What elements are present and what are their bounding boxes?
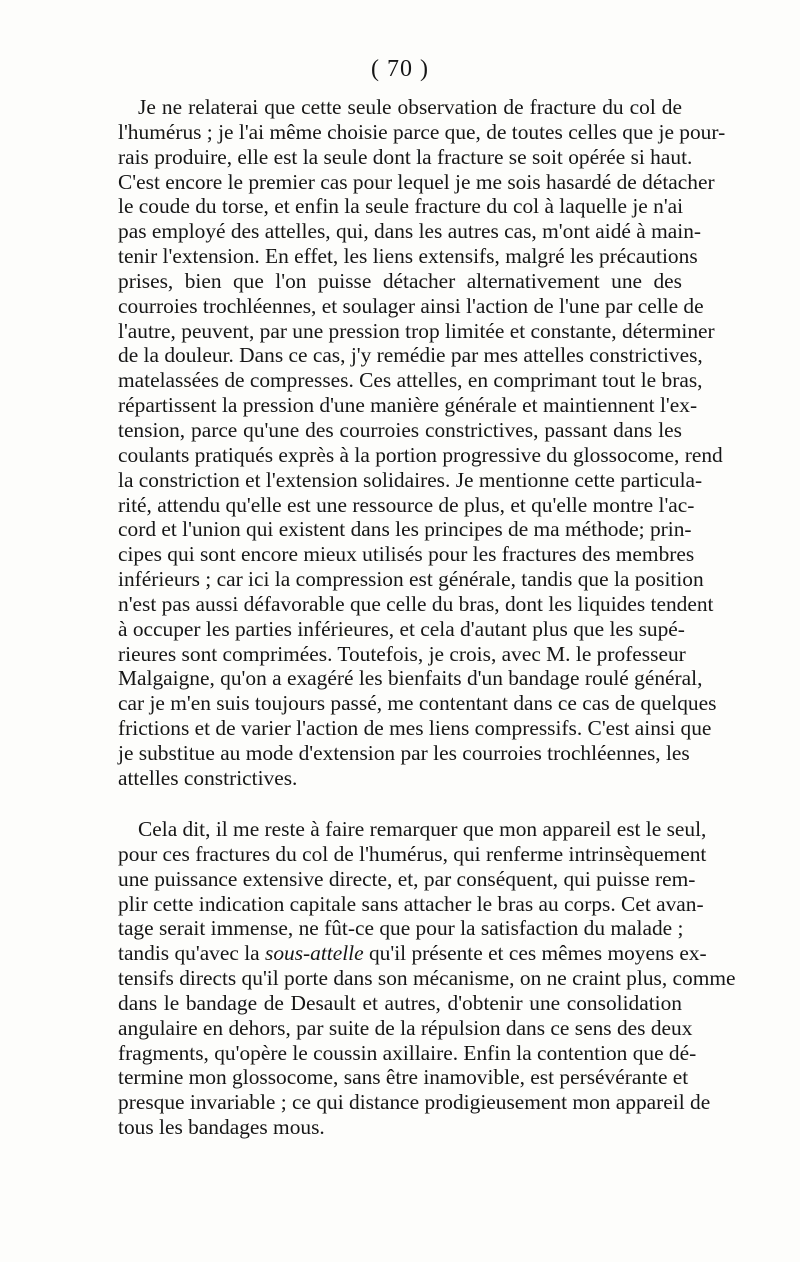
text-line: n'est pas aussi défavorable que celle du bras, dont les liquides tendent: [118, 591, 714, 616]
text-line: à occuper les parties inférieures, et cela d'autant plus que les supé-: [118, 616, 685, 641]
text-line: fragments, qu'opère le coussin axillaire. Enfin la contention que dé-: [118, 1040, 697, 1065]
text-line: pour ces fractures du col de l'humérus, qui renferme intrinsèquement: [118, 841, 707, 866]
text-line: je substitue au mode d'extension par les courroies trochléennes, les: [118, 740, 690, 765]
text-line: Cela dit, il me reste à faire remarquer que mon appareil est le seul,: [138, 817, 707, 841]
text-line: car je m'en suis toujours passé, me contentant dans ce cas de quelques: [118, 691, 717, 716]
text-line: de la douleur. Dans ce cas, j'y remédie par mes attelles constrictives,: [118, 343, 703, 368]
text-line: coulants pratiqués exprès à la portion progressive du glossocome, rend: [118, 442, 723, 467]
text-line: C'est encore le premier cas pour lequel je me sois hasardé de détacher: [118, 169, 715, 194]
paragraph-2: [118, 817, 736, 1140]
text-line: frictions et de varier l'action de mes liens compressifs. C'est ainsi que: [118, 716, 712, 741]
text-line: Malgaigne, qu'on a exagéré les bienfaits d'un bandage roulé général,: [118, 666, 703, 691]
text-line: tous les bandages mous.: [118, 1115, 325, 1140]
text-line: une puissance extensive directe, et, par conséquent, qui puisse rem-: [118, 866, 696, 891]
text-line: le coude du torse, et enfin la seule fracture du col à laquelle je n'ai: [118, 194, 684, 219]
text-line: tension, parce qu'une des courroies constrictives, passant dans les: [118, 417, 682, 442]
text-line: rité, attendu qu'elle est une ressource de plus, et qu'elle montre l'ac-: [118, 492, 695, 517]
text-line: attelles constrictives.: [118, 765, 298, 790]
text-line: pas employé des attelles, qui, dans les autres cas, m'ont aidé à main-: [118, 219, 702, 244]
text-segment: tandis qu'avec la: [118, 941, 265, 966]
text-line: la constriction et l'extension solidaires. Je mentionne cette particula-: [118, 467, 703, 492]
text-line: prises, bien que l'on puisse détacher alternativement une des: [118, 268, 682, 293]
text-line: tenir l'extension. En effet, les liens extensifs, malgré les précautions: [118, 244, 698, 269]
text-line: tensifs directs qu'il porte dans son mécanisme, on ne craint plus, comme: [118, 966, 736, 991]
text-line: presque invariable ; ce qui distance prodigieusement mon appareil de: [118, 1090, 711, 1115]
paragraph-1: [118, 95, 726, 791]
text-line: cord et l'union qui existent dans les principes de ma méthode; prin-: [118, 517, 692, 542]
text-line-with-italic: [118, 941, 707, 966]
text-line: tage serait immense, ne fût-ce que pour la satisfaction du malade ;: [118, 916, 684, 941]
text-line: rieures sont comprimées. Toutefois, je crois, avec M. le professeur: [118, 641, 686, 666]
text-line: dans le bandage de Desault et autres, d'obtenir une consolidation: [118, 990, 682, 1015]
text-line: angulaire en dehors, par suite de la répulsion dans ce sens des deux: [118, 1015, 693, 1040]
text-line: rais produire, elle est la seule dont la fracture se soit opérée si haut.: [118, 144, 693, 169]
text-line: inférieurs ; car ici la compression est générale, tandis que la position: [118, 567, 704, 592]
italic-term: sous-attelle: [265, 941, 364, 966]
text-line: répartissent la pression d'une manière générale et maintiennent l'ex-: [118, 393, 698, 418]
text-line: matelassées de compresses. Ces attelles, en comprimant tout le bras,: [118, 368, 703, 393]
text-segment: qu'il présente et ces mêmes moyens ex-: [363, 941, 707, 966]
text-line: l'humérus ; je l'ai même choisie parce que, de toutes celles que je pour-: [118, 119, 726, 144]
text-line: Je ne relaterai que cette seule observation de fracture du col de: [138, 95, 682, 119]
text-line: cipes qui sont encore mieux utilisés pour les fractures des membres: [118, 542, 695, 567]
text-line: termine mon glossocome, sans être inamovible, est persévérante et: [118, 1065, 689, 1090]
text-line: plir cette indication capitale sans attacher le bras au corps. Cet avan-: [118, 891, 704, 916]
text-line: l'autre, peuvent, par une pression trop limitée et constante, déterminer: [118, 318, 715, 343]
page-number: ( 70 ): [371, 56, 429, 82]
text-line: courroies trochléennes, et soulager ainsi l'action de l'une par celle de: [118, 293, 704, 318]
